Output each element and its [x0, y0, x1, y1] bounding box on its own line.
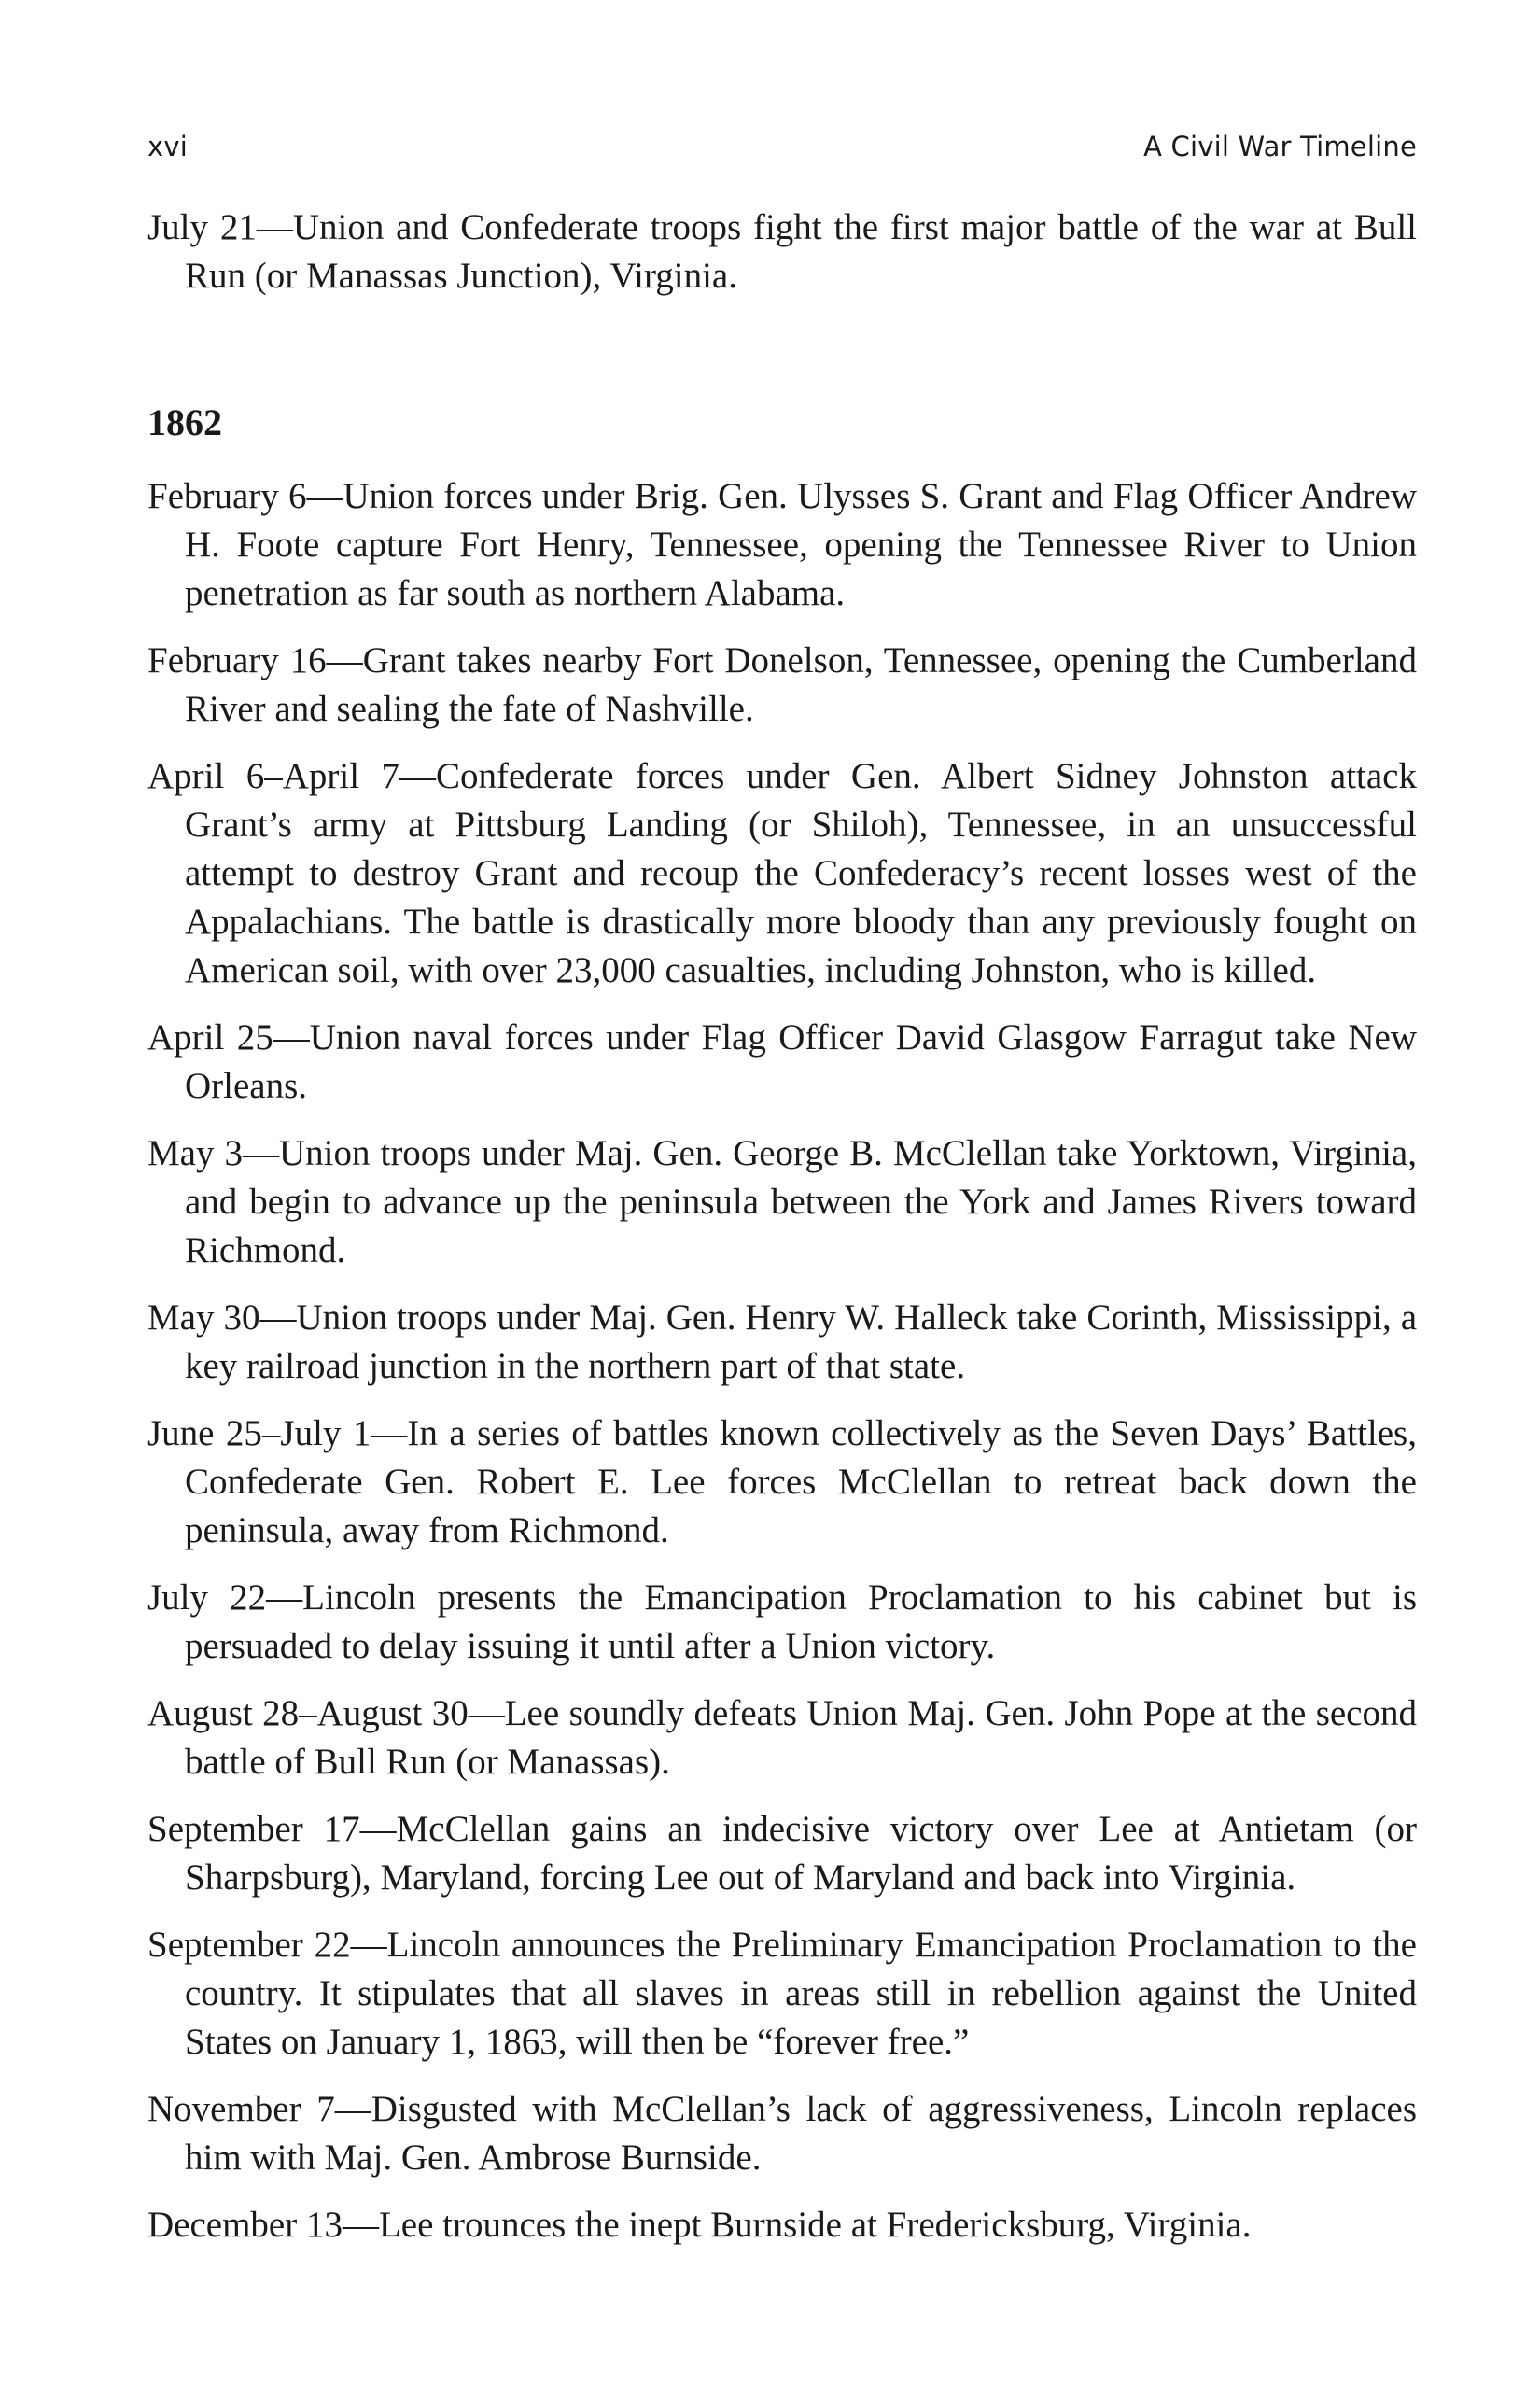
timeline-entry: August 28–August 30—Lee soundly defeats Union Maj. Gen. John Pope at the second battle of Bull Run (or Manassas). — [147, 1693, 1417, 1782]
timeline-entry: June 25–July 1—In a series of battles known collectively as the Seven Days’ Battles, Confederate Gen. Robert E. Lee forces McClellan to retreat back down the peninsula, away from Richmond. — [147, 1413, 1417, 1550]
running-header — [147, 131, 1417, 162]
timeline-entry: July 22—Lincoln presents the Emancipation Proclamation to his cabinet but is persuaded to delay issuing it until after a Union victory. — [147, 1577, 1417, 1666]
timeline-entry: September 22—Lincoln announces the Preliminary Emancipation Proclamation to the country. It stipulates that all slaves in areas still in rebellion against the United States on January 1, 1863, will then be “forever free.” — [147, 1925, 1417, 2062]
timeline-1862 — [147, 472, 1417, 2250]
timeline-entry: February 6—Union forces under Brig. Gen. Ulysses S. Grant and Flag Officer Andrew H. Foote capture Fort Henry, Tennessee, opening the Tennessee River to Union penetration as far south as northern Alabama. — [147, 476, 1417, 613]
timeline-entry: February 16—Grant takes nearby Fort Donelson, Tennessee, opening the Cumberland River and sealing the fate of Nashville. — [147, 640, 1417, 729]
timeline-entry: December 13—Lee trounces the inept Burnside at Fredericksburg, Virginia. — [147, 2205, 1252, 2245]
timeline-entry: April 25—Union naval forces under Flag Officer David Glasgow Farragut take New Orleans. — [147, 1017, 1417, 1106]
timeline-entry: May 3—Union troops under Maj. Gen. George B. McClellan take Yorktown, Virginia, and begin to advance up the peninsula between the York and James Rivers toward Richmond. — [147, 1133, 1417, 1270]
timeline-entry: May 30—Union troops under Maj. Gen. Henry W. Halleck take Corinth, Mississippi, a key railroad junction in the northern part of that state. — [147, 1297, 1417, 1386]
timeline-entry: November 7—Disgusted with McClellan’s lack of aggressiveness, Lincoln replaces him with Maj. Gen. Ambrose Burnside. — [147, 2089, 1417, 2178]
year-heading-1862: 1862 — [147, 401, 222, 443]
timeline-entry: September 17—McClellan gains an indecisive victory over Lee at Antietam (or Sharpsburg), Maryland, forcing Lee out of Maryland and back into Virginia. — [147, 1809, 1417, 1898]
running-title: A Civil War Timeline — [1143, 131, 1417, 162]
timeline-entry: July 21—Union and Confederate troops fight the first major battle of the war at Bull Run (or Manassas Junction), Virginia. — [147, 207, 1417, 296]
timeline-entry: April 6–April 7—Confederate forces under Gen. Albert Sidney Johnston attack Grant’s army at Pittsburg Landing (or Shiloh), Tennessee, in an unsuccessful attempt to destroy Grant and recoup the Confederacy’s recent losses west of the Appalachians. The battle is drastically more bloody than any previously fought on American soil, with over 23,000 casualties, including Johnston, who is killed. — [147, 756, 1417, 990]
page-number: xvi — [147, 131, 188, 162]
timeline-1861-continued — [147, 203, 1417, 301]
book-page — [147, 131, 1417, 2250]
